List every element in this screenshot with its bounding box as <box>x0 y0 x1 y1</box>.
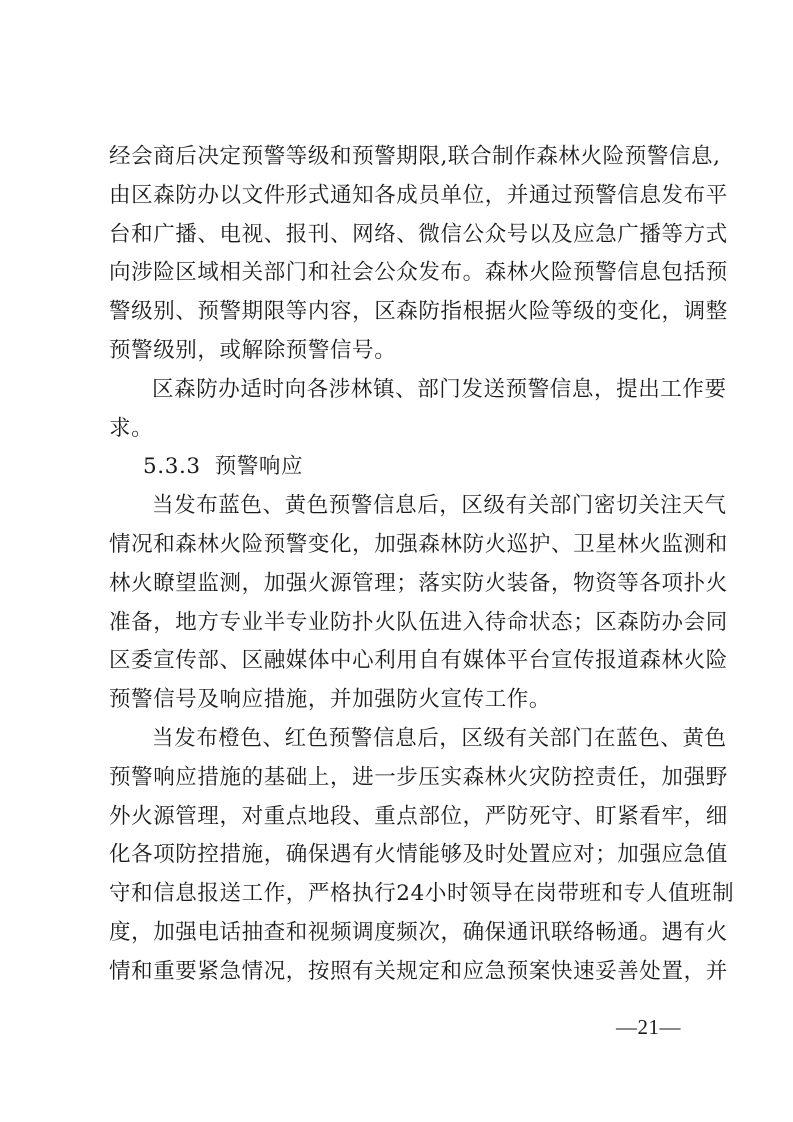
text-line: 预警信号及响应措施，并加强防火宣传工作。 <box>109 687 552 713</box>
text-line: 台和广播、电视、报刊、网络、微信公众号以及应急广播等方式 <box>109 221 728 247</box>
text-line: 区森防办适时向各涉林镇、部门发送预警信息，提出工作要 <box>152 376 727 402</box>
body-text <box>109 138 735 992</box>
text-line: 区委宣传部、区融媒体中心利用自有媒体平台宣传报道森林火险 <box>109 648 728 674</box>
text-line: 预警响应措施的基础上，进一步压实森林火灾防控责任，加强野 <box>109 764 728 790</box>
text-line: 警级别、预警期限等内容，区森防指根据火险等级的变化，调整 <box>109 299 728 325</box>
text-line: 向涉险区域相关部门和社会公众发布。森林火险预警信息包括预 <box>109 260 728 286</box>
paragraph <box>109 138 728 371</box>
text-line: 情况和森林火险预警变化，加强森林防火巡护、卫星林火监测和 <box>109 531 728 557</box>
text-line: 外火源管理，对重点地段、重点部位，严防死守、盯紧看牢，细 <box>109 803 728 829</box>
paragraph <box>109 720 735 992</box>
text-line: 化各项防控措施，确保遇有火情能够及时处置应对；加强应急值 <box>109 842 728 868</box>
text-line: 守和信息报送工作，严格执行24小时领导在岗带班和专人值班制 <box>109 881 735 907</box>
text-line: 当发布橙色、红色预警信息后，区级有关部门在蓝色、黄色 <box>152 725 727 751</box>
text-line: 预警级别，或解除预警信号。 <box>109 337 397 363</box>
text-line: 经会商后决定预警等级和预警期限,联合制作森林火险预警信息, <box>109 144 721 169</box>
text-line: 准备，地方专业半专业防扑火队伍进入待命状态；区森防办会同 <box>109 609 728 635</box>
page-number: —21— <box>616 1015 681 1039</box>
text-line: 林火瞭望监测，加强火源管理；落实防火装备，物资等各项扑火 <box>109 570 728 596</box>
text-line: 求。 <box>109 415 154 441</box>
text-line: 情和重要紧急情况，按照有关规定和应急预案快速妥善处置，并 <box>109 958 728 984</box>
text-line: 由区森防办以文件形式通知各成员单位，并通过预警信息发布平 <box>109 182 728 208</box>
section-heading <box>109 448 694 487</box>
text-line: 当发布蓝色、黄色预警信息后，区级有关部门密切关注天气 <box>152 493 727 519</box>
section-title: 预警响应 <box>214 454 304 480</box>
paragraph <box>109 371 727 449</box>
paragraph <box>109 487 728 720</box>
text-line: 度，加强电话抽查和视频调度频次，确保通讯联络畅通。遇有火 <box>109 919 728 945</box>
section-number: 5.3.3 <box>143 454 201 480</box>
